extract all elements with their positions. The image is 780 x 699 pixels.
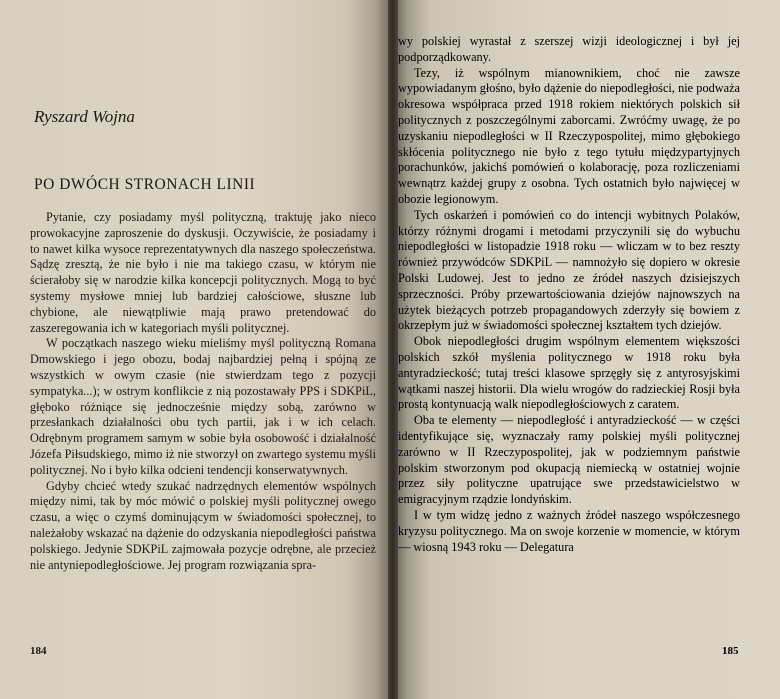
paragraph: Tezy, iż wspólnym mianownikiem, choć nie zawsze wypowiadanym głośno, było dążenie do niepodległości, nie podważa okresowa współpraca przed 1918 rokiem niektórych polskich sił politycznych z poszczególnymi zaborcami. Zwróćmy uwagę, że po uzyskaniu niepodległości w II Rzeczypospolitej, mimo głębokiego skłócenia politycznego nie było z tego tytułu międzypartyjnych porachunków, jakichś pomówień o kolaborację, poza rozliczeniami wewnątrz każdej grupy z osobna. Tych ostatnich było najwięcej w obozie legionowym. [398, 65, 740, 206]
left-page-text [30, 210, 376, 573]
paragraph: Tych oskarżeń i pomówień co do intencji wybitnych Polaków, którzy różnymi drogami i metodami przyczynili się do wybuchu niepodległości w listopadzie 1918 roku — wliczam w to bez reszty również przywódców SDKPiL — namnożyło się dopiero w okresie Polski Ludowej. Jest to jedno ze źródeł naszych dzisiejszych sprzeczności. Próby przewartościowania dziejów najnowszych na użytek bieżących potrzeb propagandowych zderzyły się bowiem z okrzepłym już w świadomości społecznej kształtem tych dziejów. [398, 207, 740, 333]
paragraph: wy polskiej wyrastał z szerszej wizji ideologicznej i był jej podporządkowany. [398, 34, 740, 64]
page-number-right: 185 [722, 645, 739, 657]
paragraph: Oba te elementy — niepodległość i antyradzieckość — w części identyfikujące się, wyznaczały ramy polskiej myśli politycznej zarówno w II Rzeczypospolitej, jak w podziemnym państwie polskim stworzonym pod okupacją niemiecką w ostatniej wojnie przez siły polityczne upatrujące swe przedstawicielstwo w emigracyjnym rządzie londyńskim. [398, 413, 740, 507]
chapter-heading: PO DWÓCH STRONACH LINII [34, 176, 256, 193]
paragraph: Obok niepodległości drugim wspólnym elementem większości polskich szkół myślenia politycznego w 1918 roku była antyradzieckość; tutaj treści klasowe sprzęgły się z antyrosyjskimi wątkami naszej historii. Dla wielu wrogów do radzieckiej Rosji była prostą kontynuacją walk niepodległościowych z caratem. [398, 334, 740, 412]
paragraph: Gdyby chcieć wtedy szukać nadrzędnych elementów wspólnych między nimi, tak by móc mówić o polskiej myśli politycznej owego czasu, a więc o czymś dominującym w świadomości społecznej, to należałoby wskazać na dążenie do odzyskania niepodległości państwa polskiego. Jedynie SDKPiL zajmowała pozycje odrębne, ale przecież nie antyniepodległościowe. Jej program rozwiązania spra- [30, 478, 376, 572]
right-page-text [398, 34, 740, 555]
paragraph: I w tym widzę jedno z ważnych źródeł naszego współczesnego kryzysu politycznego. Ma on swoje korzenie w momencie, w którym — wiosną 1943 roku — Delegatura [398, 507, 740, 554]
page-number-left: 184 [30, 645, 47, 657]
paragraph: W początkach naszego wieku mieliśmy myśl polityczną Romana Dmowskiego i jego obozu, bodaj najbardziej pełną i spójną ze wszystkich w owym czasie (nie stwierdzam tego z pozycji sympatyka...); w ostrym konflikcie z nią pozostawały PPS i SDKPiL, głęboko różniące się jednocześnie między sobą, zarówno w przesłankach działalności obu tych partii, jak i w ich celach. Odrębnym programem samym w sobie była osobowość i działalność Józefa Piłsudskiego, mimo iż nie stworzył on zwartego systemu myśli politycznej. No i było kilka odcieni tendencji konserwatywnych. [30, 336, 376, 477]
book-gutter [388, 0, 398, 699]
author-name: Ryszard Wojna [34, 107, 135, 126]
paragraph: Pytanie, czy posiadamy myśl polityczną, traktuję jako nieco prowokacyjne zaproszenie do dyskusji. Oczywiście, że posiadamy i to nawet kilka wysoce reprezentatywnych dla naszego społeczeństwa. Sądzę zresztą, że nie było i nie ma takiego czasu, w którym nie ścierałoby się w narodzie kilka koncepcji politycznych. Mogą to być systemy mysłowe mniej lub bardziej całościowe, słuszne lub chybione, ale niewątpliwie mają prawo pretendować do zaszeregowania ich w kategoriach myśli politycznej. [30, 210, 376, 335]
